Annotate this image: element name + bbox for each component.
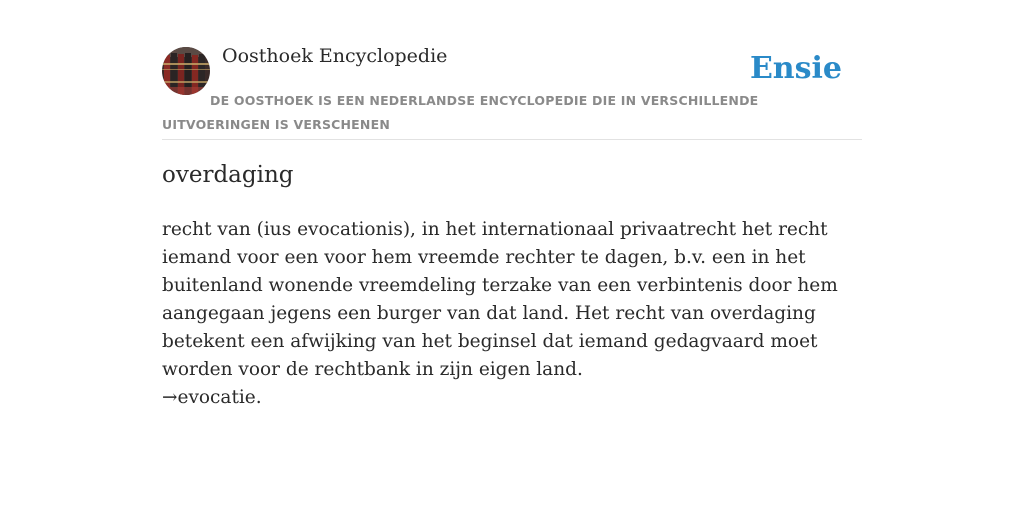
article-title: overdaging (162, 162, 294, 188)
article-body (162, 216, 862, 412)
encyclopedia-books-icon[interactable] (162, 47, 210, 95)
brand-logo[interactable]: Ensie (749, 51, 842, 86)
site-title[interactable]: Oosthoek Encyclopedie (222, 45, 448, 67)
site-subtitle: DE OOSTHOEK IS EEN NEDERLANDSE ENCYCLOPEDIE DIE IN VERSCHILLENDE UITVOERINGEN IS VERSCHENEN (162, 93, 759, 132)
site-header (162, 0, 862, 140)
crossref-link[interactable]: evocatie (177, 387, 256, 408)
crossref-end: . (255, 387, 262, 408)
article-body-text: recht van (ius evocationis), in het internationaal privaatrecht het recht iemand voor een voor hem vreemde rechter te dagen, b.v. een in het buitenland wonende vreemdeling terzake van een verbintenis door hem aangegaan jegens een burger van dat land. Het recht van overdaging betekent een afwijking van het beginsel dat iemand gedagvaard moet worden voor de rechtbank in zijn eigen land. (162, 219, 838, 380)
crossref-arrow: → (162, 387, 178, 408)
